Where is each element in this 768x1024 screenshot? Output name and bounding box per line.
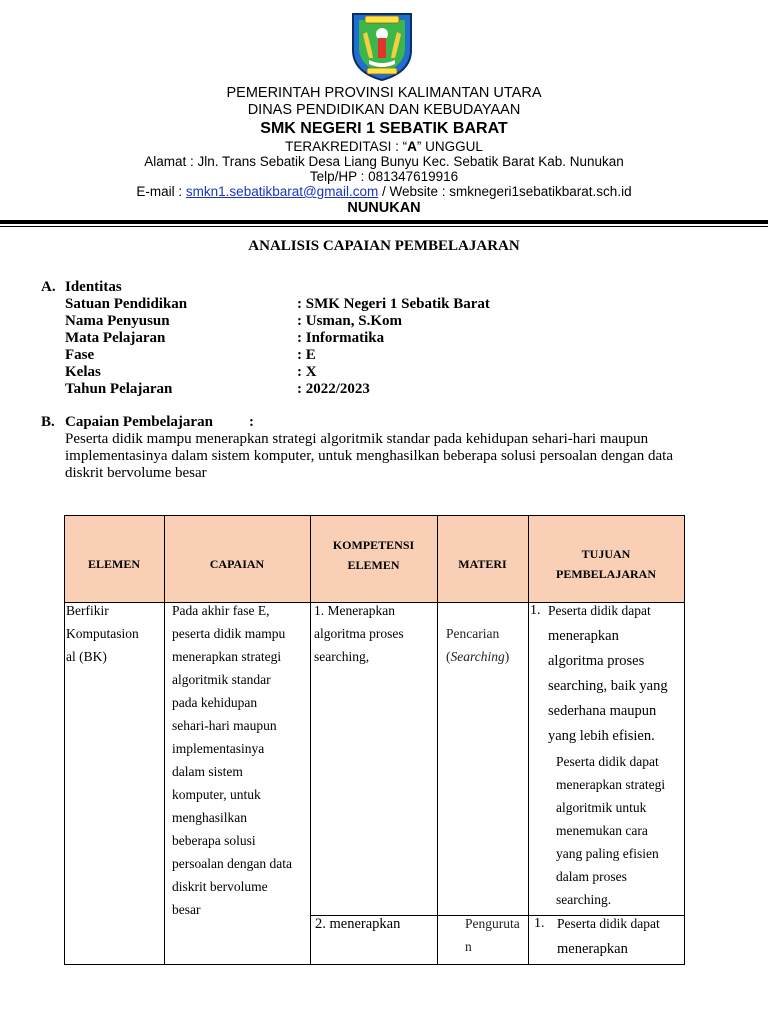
header-tujuan: TUJUAN PEMBELAJARAN <box>555 547 656 581</box>
cell-capaian: Pada akhir fase E, peserta didik mampu menerapkan strategi algoritmik standar pada kehidupan sehari-hari maupun implementasinya dalam sistem komputer, untuk menghasilkan beberapa solusi persoalan dengan data diskrit bervolume besar <box>172 603 292 917</box>
identity-value-author: : Usman, S.Kom <box>297 313 403 329</box>
table-col-divider-2 <box>310 515 311 965</box>
table-col-divider-1 <box>164 515 165 965</box>
cell-tujuan-2: Peserta didik dapat menerapkan strategi algoritmik untuk menemukan cara yang paling efisien dalam proses searching. <box>556 754 666 907</box>
letterhead-address: Alamat : Jln. Trans Sebatik Desa Liang Bunyu Kec. Sebatik Barat Kab. Nunukan <box>144 154 624 169</box>
section-b-letter: B. <box>41 414 55 430</box>
identity-value-subject: : Informatika <box>297 330 385 346</box>
letterhead-accreditation: TERAKREDITASI : “A” UNGGUL <box>285 139 483 154</box>
letterhead-divider-thin <box>0 226 768 227</box>
letterhead-city: NUNUKAN <box>347 200 421 216</box>
table-border-bottom <box>64 964 685 965</box>
identity-label-class: Kelas <box>65 364 101 380</box>
cell-kompetensi-1: 1. Menerapkan algoritma proses searching, <box>314 603 404 664</box>
letterhead-line-government: PEMERINTAH PROVINSI KALIMANTAN UTARA <box>226 85 542 101</box>
identity-label-school: Satuan Pendidikan <box>65 296 188 312</box>
letterhead-school-name: SMK NEGERI 1 SEBATIK BARAT <box>260 120 508 137</box>
email-link[interactable]: smkn1.sebatikbarat@gmail.com <box>185 184 379 199</box>
provincial-emblem-logo <box>349 10 415 82</box>
cell-tujuan-1-rest: menerapkan algoritma proses searching, baik yang sederhana maupun yang lebih efisien. <box>548 628 668 744</box>
identity-value-year: : 2022/2023 <box>297 381 370 397</box>
letterhead-divider-thick <box>0 220 768 224</box>
section-b-colon: : <box>249 414 254 430</box>
letterhead-contact: E-mail : smkn1.sebatikbarat@gmail.com / Website : smknegeri1sebatikbarat.sch.id <box>136 184 632 199</box>
document-title: ANALISIS CAPAIAN PEMBELAJARAN <box>248 238 520 254</box>
cell-materi-2: Penguruta n <box>465 916 520 954</box>
identity-value-school: : SMK Negeri 1 Sebatik Barat <box>297 296 490 312</box>
header-materi: MATERI <box>458 557 507 571</box>
header-capaian: CAPAIAN <box>209 557 265 571</box>
table-border-top <box>64 515 685 516</box>
tujuan-row2-number: 1. <box>534 916 545 931</box>
table-col-divider-3 <box>437 515 438 965</box>
table-border-right <box>684 515 685 965</box>
section-a-letter: A. <box>41 279 56 295</box>
cell-tujuan-row2: Peserta didik dapat menerapkan <box>557 916 660 957</box>
identity-value-class: : X <box>297 364 317 380</box>
letterhead-phone: Telp/HP : 081347619916 <box>309 169 459 184</box>
letterhead-line-department: DINAS PENDIDIKAN DAN KEBUDAYAAN <box>247 102 521 118</box>
identity-value-phase: : E <box>297 347 316 363</box>
identity-label-author: Nama Penyusun <box>65 313 170 329</box>
header-kompetensi: KOMPETENSI ELEMEN <box>332 538 415 572</box>
table-border-left <box>64 515 65 965</box>
tujuan-1-number: 1. <box>530 603 541 618</box>
cell-tujuan-1-first: Peserta didik dapat <box>548 603 651 618</box>
identity-label-year: Tahun Pelajaran <box>65 381 173 397</box>
section-b-heading: Capaian Pembelajaran <box>65 414 213 430</box>
cell-elemen: Berfikir Komputasion al (BK) <box>66 603 139 664</box>
cell-materi-1: Pencarian (Searching) <box>446 626 510 664</box>
learning-outcome-text: Peserta didik mampu menerapkan strategi algoritmik standar pada kehidupan sehari-hari maupun implementasinya dalam sistem komputer, untuk menghasilkan beberapa solusi persoalan dengan data diskrit bervolume besar <box>65 431 673 481</box>
header-elemen: ELEMEN <box>87 557 140 571</box>
cell-kompetensi-2: 2. menerapkan <box>315 916 401 932</box>
identity-label-phase: Fase <box>65 347 95 363</box>
identity-label-subject: Mata Pelajaran <box>65 330 166 346</box>
section-a-heading: Identitas <box>65 279 122 295</box>
